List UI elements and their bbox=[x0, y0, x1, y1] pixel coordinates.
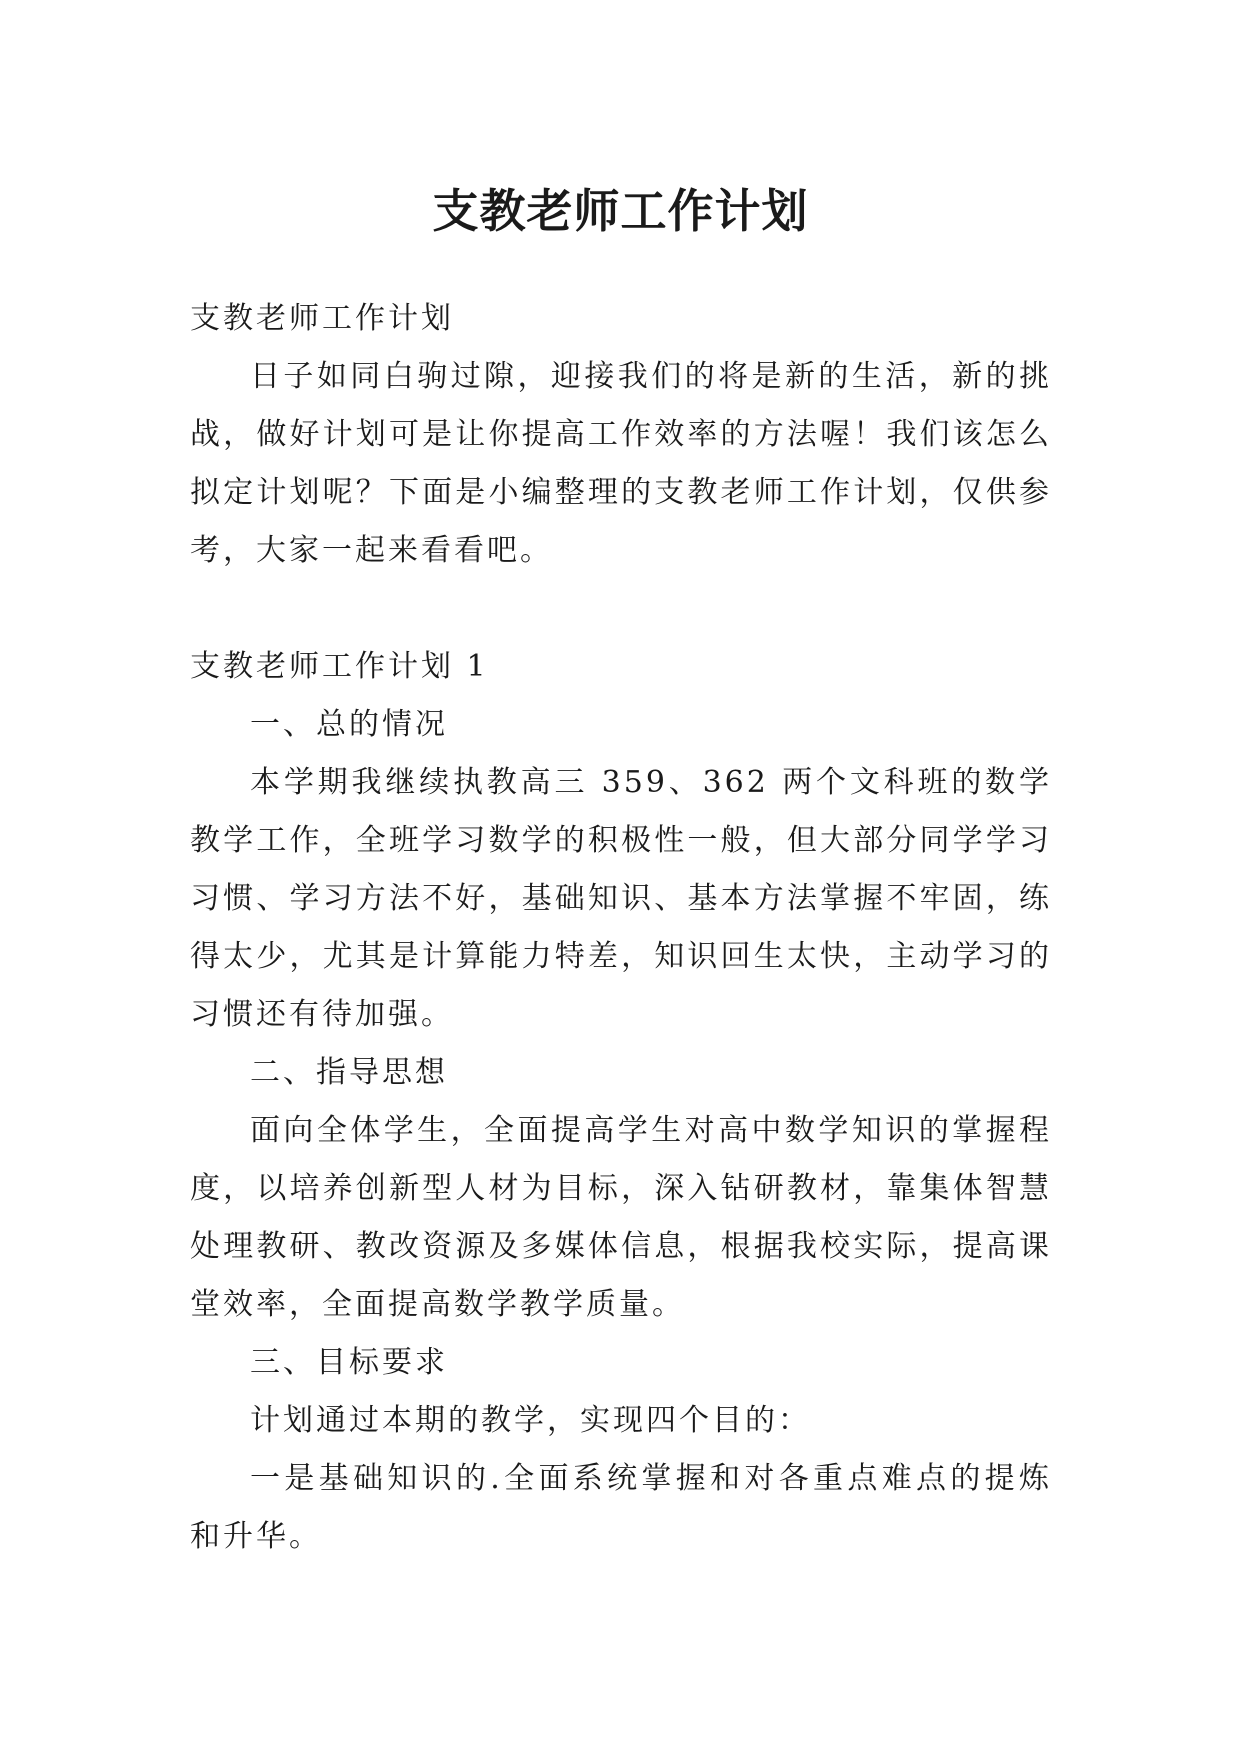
goal-one-paragraph: 一是基础知识的.全面系统掌握和对各重点难点的提炼和升华。 bbox=[190, 1461, 1052, 1554]
heading-goals: 三、目标要求 bbox=[250, 1345, 448, 1380]
document-title: 支教老师工作计划 bbox=[432, 183, 809, 238]
document-body bbox=[190, 290, 1052, 1566]
guiding-ideology-paragraph: 面向全体学生，全面提高学生对高中数学知识的掌握程度，以培养创新型人材为目标，深入钻研教材，靠集体智慧处理教研、教改资源及多媒体信息，根据我校实际，提高课堂效率，全面提高数学教学质量。 bbox=[190, 1113, 1052, 1322]
general-situation-paragraph: 本学期我继续执教高三 359、362 两个文科班的数学教学工作，全班学习数学的积极性一般，但大部分同学学习习惯、学习方法不好，基础知识、基本方法掌握不牢固，练得太少，尤其是计算能力特差，知识回生太快，主动学习的习惯还有待加强。 bbox=[190, 765, 1052, 1032]
intro-paragraph: 日子如同白驹过隙，迎接我们的将是新的生活，新的挑战，做好计划可是让你提高工作效率的方法喔！我们该怎么拟定计划呢？下面是小编整理的支教老师工作计划，仅供参考，大家一起来看看吧。 bbox=[190, 359, 1052, 568]
section-heading: 支教老师工作计划 1 bbox=[190, 649, 489, 684]
heading-general-situation: 一、总的情况 bbox=[250, 707, 448, 742]
goals-intro-paragraph: 计划通过本期的教学，实现四个目的： bbox=[250, 1403, 811, 1438]
heading-guiding-ideology: 二、指导思想 bbox=[250, 1055, 448, 1090]
subtitle-paragraph: 支教老师工作计划 bbox=[190, 301, 454, 336]
